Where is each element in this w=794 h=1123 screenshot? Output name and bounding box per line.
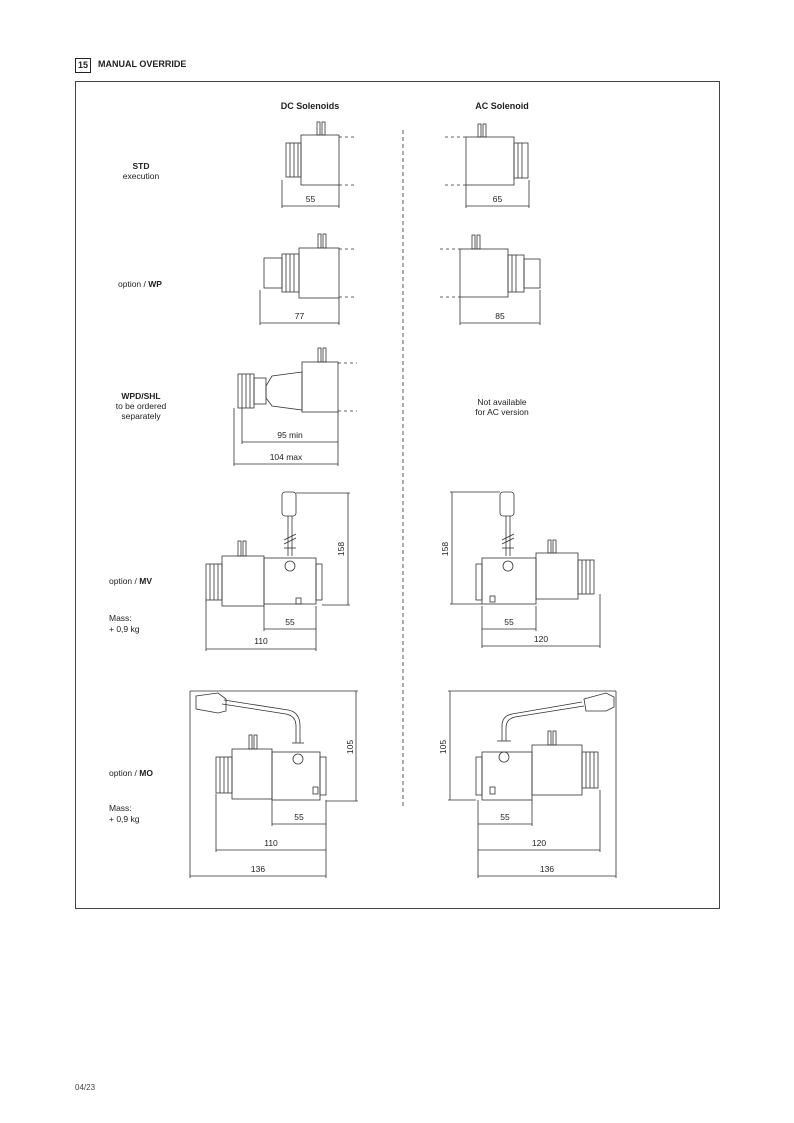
mo-ac-solenoid-drawing — [448, 691, 616, 878]
mo-ac-dimension-mid: 120 — [531, 838, 547, 848]
std-dc-dimension: 55 — [305, 194, 316, 204]
mo-ac-dimension-height: 105 — [438, 739, 449, 755]
section-title: MANUAL OVERRIDE — [98, 59, 187, 69]
mv-dc-dimension-long: 110 — [254, 636, 268, 646]
std-sublabel: execution — [122, 171, 160, 181]
mv-dc-dimension-short: 55 — [285, 617, 295, 627]
dc-column-header: DC Solenoids — [280, 101, 340, 111]
mo-mass-label: Mass: — [109, 803, 132, 813]
wp-ac-dimension: 85 — [495, 311, 505, 321]
mv-mass-label: Mass: — [109, 613, 132, 623]
mv-ac-dimension-short: 55 — [504, 617, 514, 627]
wpd-ac-note-2: for AC version — [475, 407, 529, 417]
mv-dc-dimension-height: 158 — [336, 541, 347, 557]
wpd-sublabel-2: separately — [121, 411, 161, 421]
mo-mass-value: + 0,9 kg — [109, 814, 140, 824]
mo-dc-dimension-height: 105 — [345, 739, 356, 755]
wpd-dc-solenoid-drawing — [234, 348, 357, 466]
mv-label: option / MV — [109, 576, 152, 586]
mo-dc-solenoid-drawing — [190, 691, 358, 878]
mo-ac-dimension-short: 55 — [500, 812, 510, 822]
ac-column-header: AC Solenoid — [475, 101, 529, 111]
wpd-label: WPD/SHL — [121, 391, 161, 401]
wpd-dc-dimension-max: 104 max — [269, 452, 303, 462]
wp-dc-dimension: 77 — [294, 311, 305, 321]
mo-dc-dimension-long: 136 — [250, 864, 266, 874]
mv-mass-value: + 0,9 kg — [109, 624, 140, 634]
mv-ac-dimension-long: 120 — [533, 634, 549, 644]
section-number: 15 — [75, 58, 91, 73]
mo-dc-dimension-short: 55 — [294, 812, 304, 822]
mv-dc-solenoid-drawing — [206, 492, 350, 651]
mo-dc-dimension-mid: 110 — [264, 838, 278, 848]
page-number: 04/23 — [75, 1083, 96, 1092]
std-ac-dimension: 65 — [492, 194, 503, 204]
wpd-sublabel-1: to be ordered — [115, 401, 167, 411]
mo-label: option / MO — [109, 768, 153, 778]
mo-ac-dimension-long: 136 — [539, 864, 555, 874]
wp-label: option / WP — [118, 279, 162, 289]
mv-ac-dimension-height: 158 — [440, 541, 451, 557]
wpd-ac-note-1: Not available — [477, 397, 527, 407]
wpd-dc-dimension-min: 95 min — [277, 430, 303, 440]
std-label: STD — [132, 161, 150, 171]
